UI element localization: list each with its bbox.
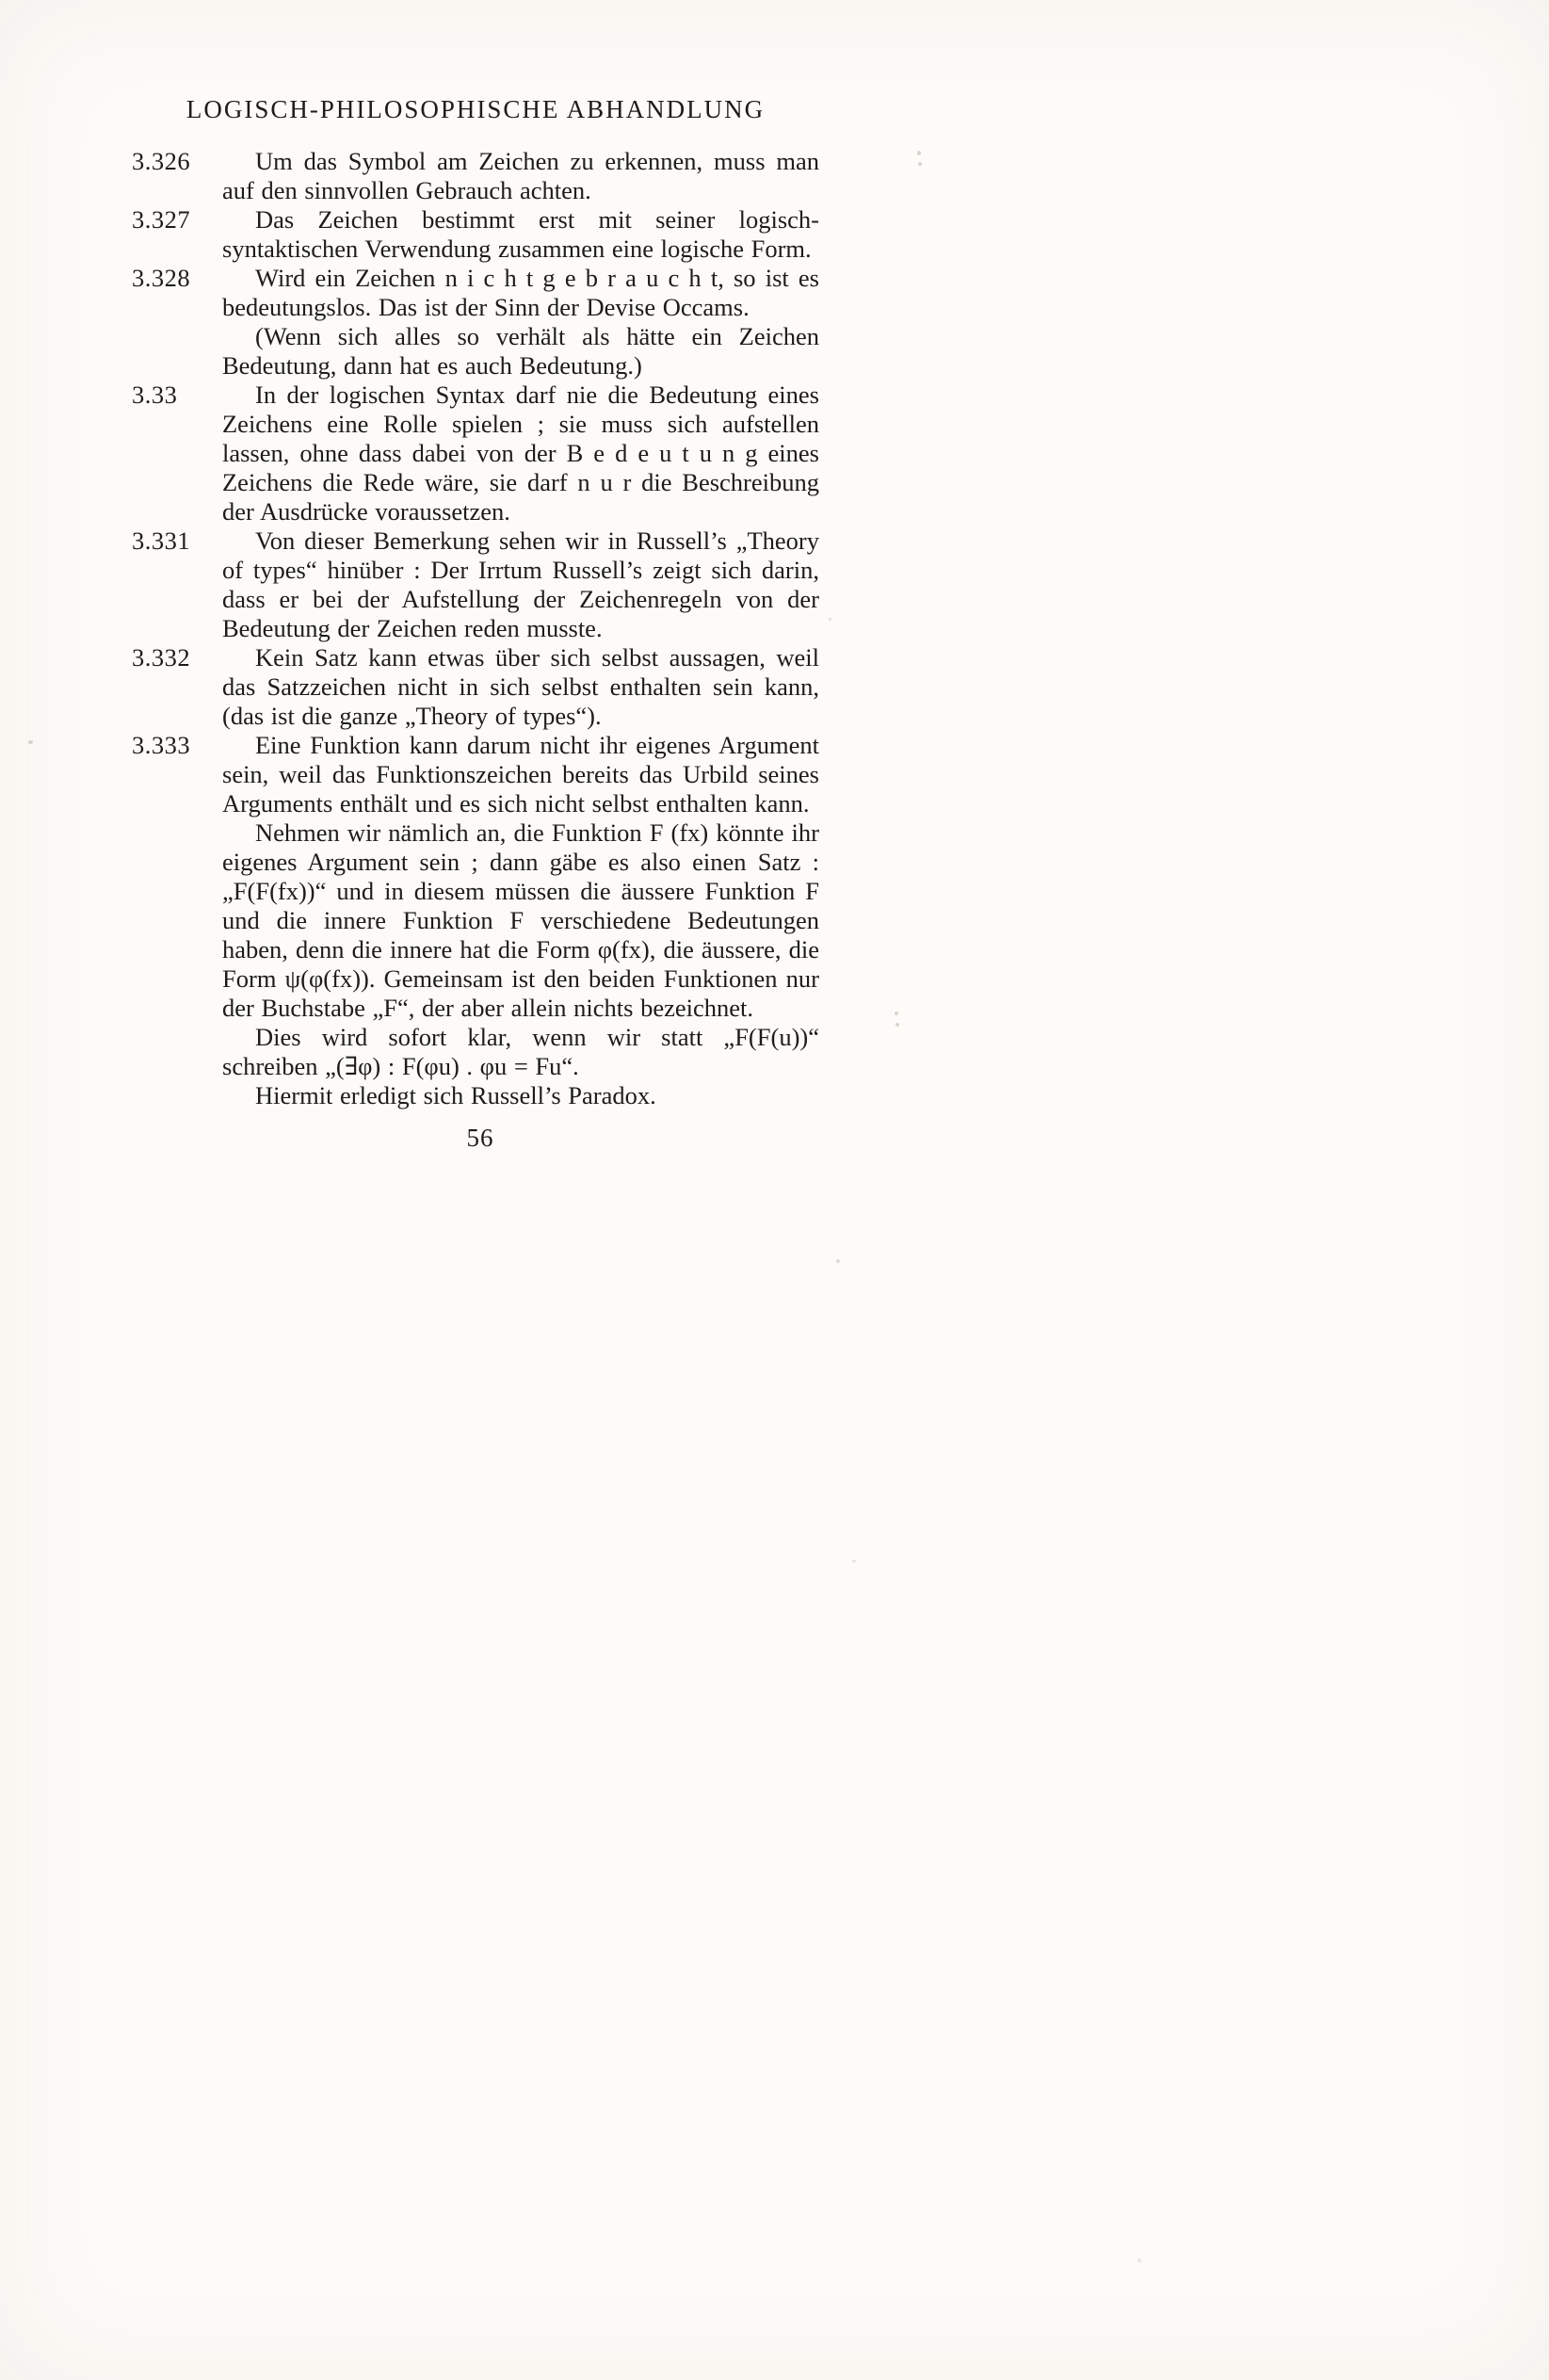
proposition-3-332 bbox=[132, 643, 819, 731]
proposition-number: 3.332 bbox=[132, 643, 191, 672]
proposition-number: 3.333 bbox=[132, 731, 191, 759]
paragraph: Um das Symbol am Zeichen zu erkennen, muss man auf den sinnvollen Gebrauch achten. bbox=[222, 147, 819, 204]
proposition-text bbox=[222, 643, 819, 731]
paragraph: Dies wird sofort klar, wenn wir statt „F(F(u))“ schreiben „(∃φ) : F(φu) . φu = Fu“. bbox=[222, 1023, 819, 1080]
page-content bbox=[132, 0, 819, 1153]
page-number: 56 bbox=[466, 1124, 494, 1152]
scan-artifact bbox=[895, 1012, 898, 1015]
proposition-number: 3.326 bbox=[132, 147, 191, 175]
paragraph: Kein Satz kann etwas über sich selbst aussagen, weil das Satzzeichen nicht in sich selbst enthalten sein kann, (das ist die ganze „Theory of types“). bbox=[222, 643, 819, 730]
scan-artifact bbox=[1138, 2259, 1141, 2262]
proposition-text bbox=[222, 380, 819, 526]
proposition-number: 3.327 bbox=[132, 205, 191, 234]
scan-artifact bbox=[852, 1560, 856, 1562]
paragraph: Das Zeichen bestimmt erst mit seiner logisch-syntaktischen Verwendung zusammen eine logische Form. bbox=[222, 205, 819, 263]
proposition-3-331 bbox=[132, 526, 819, 643]
proposition-3-328 bbox=[132, 264, 819, 380]
paragraph: Eine Funktion kann darum nicht ihr eigenes Argument sein, weil das Funktionszeichen bereits das Urbild seines Arguments enthält und es sich nicht selbst enthalten kann. bbox=[222, 731, 819, 818]
paragraph: Hiermit erledigt sich Russell’s Paradox. bbox=[255, 1081, 656, 1109]
proposition-3-33 bbox=[132, 380, 819, 526]
running-header: LOGISCH-PHILOSOPHISCHE ABHANDLUNG bbox=[186, 95, 766, 123]
scan-artifact bbox=[917, 151, 921, 155]
scan-artifact bbox=[896, 1023, 899, 1027]
proposition-number: 3.331 bbox=[132, 526, 191, 555]
proposition-text bbox=[222, 205, 819, 264]
paragraph: Wird ein Zeichen n i c h t g e b r a u c h t, so ist es bedeutungslos. Das ist der Sinn der Devise Occams. bbox=[222, 264, 819, 321]
scan-artifact bbox=[918, 162, 922, 166]
paragraph: Von dieser Bemerkung sehen wir in Russell’s „Theory of types“ hinüber : Der Irrtum Russell’s zeigt sich darin, dass er bei der Aufstellung der Zeichenregeln von der Bedeutung der Zeichen reden musste. bbox=[222, 526, 819, 642]
proposition-3-333 bbox=[132, 731, 819, 1110]
proposition-3-326 bbox=[132, 147, 819, 205]
proposition-number: 3.33 bbox=[132, 380, 178, 409]
proposition-text bbox=[222, 147, 819, 205]
scan-artifact bbox=[28, 740, 33, 744]
proposition-text bbox=[222, 264, 819, 380]
proposition-text bbox=[222, 731, 819, 1110]
propositions-block bbox=[132, 147, 819, 1110]
proposition-text bbox=[222, 526, 819, 643]
scan-artifact bbox=[836, 1259, 840, 1263]
proposition-number: 3.328 bbox=[132, 264, 191, 292]
paragraph: In der logischen Syntax darf nie die Bedeutung eines Zeichens eine Rolle spielen ; sie muss sich aufstellen lassen, ohne dass dabei von der B e d e u t u n g eines Zeichens die Rede wäre, sie darf n u r die Beschreibung der Ausdrücke voraussetzen. bbox=[222, 380, 819, 526]
paragraph: (Wenn sich alles so verhält als hätte ein Zeichen Bedeutung, dann hat es auch Bedeutung.) bbox=[222, 322, 819, 380]
proposition-3-327 bbox=[132, 205, 819, 264]
scan-artifact bbox=[829, 618, 831, 621]
paragraph: Nehmen wir nämlich an, die Funktion F (fx) könnte ihr eigenes Argument sein ; dann gäbe es also einen Satz : „F(F(fx))“ und in diesem müssen die äussere Funktion F und die innere Funktion F verschiedene Bedeutungen haben, denn die innere hat die Form φ(fx), die äussere, die Form ψ(φ(fx)). Gemeinsam ist den beiden Funktionen nur der Buchstabe „F“, der aber allein nichts bezeichnet. bbox=[222, 818, 819, 1022]
